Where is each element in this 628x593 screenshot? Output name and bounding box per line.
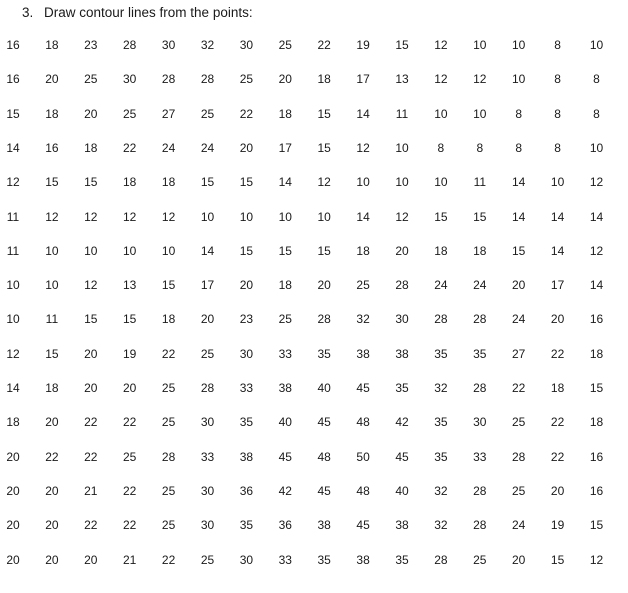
elevation-value: 8 bbox=[437, 140, 445, 155]
elevation-value: 14 bbox=[278, 175, 292, 190]
elevation-value: 45 bbox=[356, 381, 370, 395]
elevation-value: 12 bbox=[6, 175, 20, 190]
elevation-value: 14 bbox=[589, 278, 604, 293]
elevation-value: 10 bbox=[161, 243, 176, 258]
elevation-value: 35 bbox=[395, 552, 409, 567]
grid-row bbox=[0, 515, 628, 535]
elevation-value: 12 bbox=[84, 209, 98, 224]
elevation-value: 22 bbox=[317, 38, 331, 52]
elevation-value: 12 bbox=[473, 72, 487, 87]
elevation-value: 10 bbox=[473, 106, 487, 121]
elevation-value: 8 bbox=[554, 140, 561, 155]
elevation-value: 14 bbox=[589, 209, 604, 224]
elevation-value: 11 bbox=[6, 209, 20, 224]
elevation-value: 13 bbox=[395, 72, 409, 87]
elevation-value: 18 bbox=[473, 243, 487, 258]
grid-row bbox=[0, 207, 628, 227]
elevation-value: 33 bbox=[200, 449, 215, 464]
elevation-value: 10 bbox=[84, 243, 98, 258]
elevation-value: 35 bbox=[434, 449, 448, 464]
elevation-value: 16 bbox=[6, 72, 20, 87]
elevation-value: 28 bbox=[434, 312, 448, 327]
elevation-value: 15 bbox=[395, 38, 409, 52]
elevation-value: 32 bbox=[434, 518, 448, 533]
elevation-value: 35 bbox=[395, 381, 409, 395]
elevation-value: 15 bbox=[239, 243, 254, 258]
elevation-value: 10 bbox=[589, 140, 604, 155]
elevation-value: 12 bbox=[6, 346, 20, 361]
grid-row bbox=[0, 378, 628, 398]
elevation-value: 27 bbox=[512, 346, 526, 361]
elevation-value: 18 bbox=[317, 72, 331, 87]
elevation-value: 33 bbox=[278, 346, 292, 361]
elevation-value: 14 bbox=[200, 243, 215, 258]
elevation-value: 28 bbox=[473, 312, 487, 327]
elevation-value: 45 bbox=[317, 483, 331, 498]
elevation-value: 20 bbox=[317, 278, 331, 293]
elevation-value: 25 bbox=[239, 72, 254, 87]
elevation-value: 20 bbox=[6, 518, 20, 533]
elevation-value: 24 bbox=[161, 140, 176, 155]
elevation-value: 18 bbox=[84, 140, 98, 155]
elevation-value: 16 bbox=[589, 312, 604, 327]
elevation-value: 20 bbox=[278, 72, 292, 87]
elevation-value: 28 bbox=[200, 381, 215, 395]
elevation-value: 38 bbox=[239, 449, 254, 464]
elevation-value: 15 bbox=[434, 209, 448, 224]
elevation-value: 10 bbox=[200, 209, 215, 224]
elevation-value: 8 bbox=[515, 106, 523, 121]
elevation-value: 20 bbox=[6, 449, 20, 464]
elevation-value: 38 bbox=[395, 346, 409, 361]
elevation-value: 10 bbox=[550, 175, 565, 190]
elevation-value: 20 bbox=[512, 552, 526, 567]
elevation-value: 45 bbox=[395, 449, 409, 464]
elevation-value: 40 bbox=[317, 381, 331, 395]
grid-row bbox=[0, 104, 628, 124]
elevation-value: 30 bbox=[239, 552, 254, 567]
elevation-value: 30 bbox=[395, 312, 409, 327]
elevation-value: 15 bbox=[317, 243, 331, 258]
elevation-value: 12 bbox=[589, 175, 604, 190]
elevation-value: 14 bbox=[6, 140, 20, 155]
grid-row bbox=[0, 412, 628, 432]
elevation-value: 45 bbox=[356, 518, 370, 533]
elevation-value: 24 bbox=[473, 278, 487, 293]
elevation-value: 25 bbox=[84, 72, 98, 87]
elevation-value: 35 bbox=[239, 518, 254, 533]
elevation-value: 28 bbox=[200, 72, 215, 87]
elevation-value: 17 bbox=[278, 140, 292, 155]
elevation-value: 10 bbox=[317, 209, 331, 224]
elevation-value: 16 bbox=[589, 449, 604, 464]
elevation-value: 16 bbox=[45, 140, 59, 155]
grid-row bbox=[0, 550, 628, 570]
elevation-value: 32 bbox=[434, 381, 448, 395]
elevation-value: 10 bbox=[434, 106, 448, 121]
elevation-value: 42 bbox=[278, 483, 292, 498]
elevation-value: 28 bbox=[473, 518, 487, 533]
elevation-value: 25 bbox=[161, 518, 176, 533]
elevation-value: 22 bbox=[84, 415, 98, 430]
elevation-value: 18 bbox=[161, 175, 176, 190]
elevation-value: 12 bbox=[434, 38, 448, 52]
elevation-value: 35 bbox=[317, 346, 331, 361]
elevation-value: 10 bbox=[45, 243, 59, 258]
elevation-value: 22 bbox=[123, 415, 137, 430]
elevation-value: 20 bbox=[45, 72, 59, 87]
elevation-value: 24 bbox=[434, 278, 448, 293]
elevation-value: 35 bbox=[317, 552, 331, 567]
elevation-value: 12 bbox=[589, 243, 604, 258]
elevation-value: 27 bbox=[161, 106, 176, 121]
elevation-value: 36 bbox=[239, 483, 254, 498]
elevation-value: 22 bbox=[123, 518, 137, 533]
elevation-value: 38 bbox=[395, 518, 409, 533]
elevation-value: 15 bbox=[239, 175, 254, 190]
grid-row bbox=[0, 69, 628, 89]
elevation-value: 32 bbox=[200, 38, 215, 52]
elevation-value: 15 bbox=[123, 312, 137, 327]
elevation-value: 20 bbox=[45, 415, 59, 430]
elevation-value: 20 bbox=[6, 483, 20, 498]
elevation-value: 30 bbox=[239, 346, 254, 361]
elevation-value: 22 bbox=[239, 106, 254, 121]
elevation-value: 23 bbox=[84, 38, 98, 52]
elevation-value: 15 bbox=[45, 175, 59, 190]
elevation-value: 13 bbox=[123, 278, 137, 293]
elevation-value: 18 bbox=[278, 278, 292, 293]
elevation-value: 20 bbox=[200, 312, 215, 327]
elevation-value: 25 bbox=[123, 449, 137, 464]
elevation-value: 22 bbox=[84, 518, 98, 533]
elevation-value: 45 bbox=[317, 415, 331, 430]
elevation-value: 18 bbox=[589, 346, 604, 361]
elevation-value: 15 bbox=[550, 552, 565, 567]
grid-row bbox=[0, 481, 628, 501]
elevation-value: 15 bbox=[45, 346, 59, 361]
elevation-value: 10 bbox=[512, 72, 526, 87]
elevation-value: 28 bbox=[161, 72, 176, 87]
elevation-value: 15 bbox=[84, 175, 98, 190]
elevation-value: 15 bbox=[84, 312, 98, 327]
elevation-value: 20 bbox=[84, 552, 98, 567]
elevation-value: 19 bbox=[123, 346, 137, 361]
elevation-value: 38 bbox=[356, 552, 370, 567]
elevation-value: 22 bbox=[550, 415, 565, 430]
elevation-value: 14 bbox=[550, 243, 565, 258]
elevation-value: 28 bbox=[512, 449, 526, 464]
elevation-value: 12 bbox=[84, 278, 98, 293]
elevation-value: 12 bbox=[317, 175, 331, 190]
elevation-value: 17 bbox=[356, 72, 370, 87]
elevation-value: 28 bbox=[123, 38, 137, 52]
grid-row bbox=[0, 344, 628, 364]
elevation-value: 15 bbox=[473, 209, 487, 224]
elevation-value: 24 bbox=[512, 312, 526, 327]
elevation-value: 22 bbox=[84, 449, 98, 464]
elevation-value: 10 bbox=[512, 38, 526, 52]
elevation-value: 32 bbox=[434, 483, 448, 498]
elevation-value: 22 bbox=[161, 552, 176, 567]
elevation-value: 25 bbox=[200, 346, 215, 361]
elevation-value: 16 bbox=[6, 38, 20, 52]
elevation-value: 25 bbox=[161, 483, 176, 498]
elevation-value: 8 bbox=[476, 140, 484, 155]
elevation-value: 24 bbox=[512, 518, 526, 533]
elevation-value: 10 bbox=[434, 175, 448, 190]
elevation-value: 23 bbox=[239, 312, 254, 327]
elevation-value: 10 bbox=[6, 312, 20, 327]
grid-row bbox=[0, 275, 628, 295]
elevation-value: 11 bbox=[45, 312, 59, 327]
elevation-value: 24 bbox=[200, 140, 215, 155]
elevation-value: 17 bbox=[550, 278, 565, 293]
elevation-value: 21 bbox=[123, 552, 137, 567]
elevation-value: 42 bbox=[395, 415, 409, 430]
elevation-value: 17 bbox=[200, 278, 215, 293]
elevation-value: 22 bbox=[550, 346, 565, 361]
elevation-value: 15 bbox=[278, 243, 292, 258]
elevation-value: 20 bbox=[550, 483, 565, 498]
elevation-value: 14 bbox=[512, 175, 526, 190]
elevation-value: 18 bbox=[45, 106, 59, 121]
elevation-value: 40 bbox=[395, 483, 409, 498]
elevation-value: 21 bbox=[84, 483, 98, 498]
elevation-value: 18 bbox=[161, 312, 176, 327]
elevation-value: 48 bbox=[356, 483, 370, 498]
elevation-value: 28 bbox=[395, 278, 409, 293]
grid-row bbox=[0, 309, 628, 329]
elevation-value: 10 bbox=[45, 278, 59, 293]
elevation-value: 8 bbox=[554, 72, 561, 87]
elevation-value: 10 bbox=[239, 209, 254, 224]
elevation-value: 20 bbox=[45, 552, 59, 567]
elevation-value: 15 bbox=[589, 381, 604, 395]
grid-row bbox=[0, 241, 628, 261]
elevation-value: 25 bbox=[200, 106, 215, 121]
elevation-value: 15 bbox=[317, 106, 331, 121]
elevation-value: 18 bbox=[434, 243, 448, 258]
elevation-value: 25 bbox=[473, 552, 487, 567]
elevation-value: 8 bbox=[593, 72, 600, 87]
elevation-value: 28 bbox=[473, 483, 487, 498]
elevation-value: 25 bbox=[123, 106, 137, 121]
elevation-value: 35 bbox=[434, 346, 448, 361]
elevation-value: 18 bbox=[278, 106, 292, 121]
elevation-value: 25 bbox=[512, 483, 526, 498]
elevation-value: 20 bbox=[395, 243, 409, 258]
elevation-value: 33 bbox=[278, 552, 292, 567]
elevation-value: 12 bbox=[434, 72, 448, 87]
elevation-value: 38 bbox=[356, 346, 370, 361]
elevation-value: 22 bbox=[123, 483, 137, 498]
elevation-value: 48 bbox=[356, 415, 370, 430]
elevation-value: 38 bbox=[317, 518, 331, 533]
elevation-value: 12 bbox=[161, 209, 176, 224]
elevation-value: 15 bbox=[6, 106, 20, 121]
elevation-value: 36 bbox=[278, 518, 292, 533]
elevation-value: 25 bbox=[161, 381, 176, 395]
elevation-value: 20 bbox=[123, 381, 137, 395]
elevation-value: 22 bbox=[161, 346, 176, 361]
elevation-value: 14 bbox=[550, 209, 565, 224]
elevation-value: 14 bbox=[6, 381, 20, 395]
elevation-value: 10 bbox=[473, 38, 487, 52]
grid-row bbox=[0, 447, 628, 467]
elevation-value: 25 bbox=[200, 552, 215, 567]
elevation-value: 33 bbox=[473, 449, 487, 464]
elevation-value: 10 bbox=[589, 38, 604, 52]
elevation-value: 10 bbox=[356, 175, 370, 190]
elevation-value: 18 bbox=[589, 415, 604, 430]
elevation-value: 20 bbox=[550, 312, 565, 327]
elevation-value: 35 bbox=[473, 346, 487, 361]
elevation-value: 28 bbox=[434, 552, 448, 567]
elevation-value: 40 bbox=[278, 415, 292, 430]
elevation-value: 18 bbox=[356, 243, 370, 258]
elevation-value: 12 bbox=[123, 209, 137, 224]
elevation-value: 30 bbox=[123, 72, 137, 87]
elevation-value: 10 bbox=[395, 175, 409, 190]
grid-row bbox=[0, 35, 628, 55]
elevation-value: 19 bbox=[356, 38, 370, 52]
elevation-value: 11 bbox=[6, 243, 20, 258]
elevation-value: 20 bbox=[45, 518, 59, 533]
elevation-value: 15 bbox=[200, 175, 215, 190]
question-text: Draw contour lines from the points: bbox=[44, 5, 253, 20]
elevation-value: 15 bbox=[589, 518, 604, 533]
elevation-value: 30 bbox=[239, 38, 254, 52]
elevation-value: 14 bbox=[356, 209, 370, 224]
elevation-value: 14 bbox=[356, 106, 370, 121]
elevation-value: 18 bbox=[550, 381, 565, 395]
elevation-value: 30 bbox=[473, 415, 487, 430]
elevation-value: 12 bbox=[356, 140, 370, 155]
elevation-value: 35 bbox=[239, 415, 254, 430]
elevation-value: 19 bbox=[550, 518, 565, 533]
elevation-value: 20 bbox=[84, 381, 98, 395]
elevation-value: 18 bbox=[45, 381, 59, 395]
elevation-value: 8 bbox=[554, 38, 561, 52]
elevation-value: 20 bbox=[239, 278, 254, 293]
elevation-value: 20 bbox=[45, 483, 59, 498]
elevation-value: 25 bbox=[512, 415, 526, 430]
elevation-value: 10 bbox=[123, 243, 137, 258]
elevation-value: 8 bbox=[593, 106, 600, 121]
elevation-value: 20 bbox=[6, 552, 20, 567]
elevation-value: 30 bbox=[200, 518, 215, 533]
elevation-value: 25 bbox=[161, 415, 176, 430]
elevation-value: 25 bbox=[278, 312, 292, 327]
elevation-value: 22 bbox=[45, 449, 59, 464]
elevation-value: 10 bbox=[395, 140, 409, 155]
elevation-value: 35 bbox=[434, 415, 448, 430]
elevation-value: 45 bbox=[278, 449, 292, 464]
elevation-value: 48 bbox=[317, 449, 331, 464]
elevation-value: 30 bbox=[161, 38, 176, 52]
elevation-value: 28 bbox=[317, 312, 331, 327]
grid-row bbox=[0, 138, 628, 158]
grid-row bbox=[0, 172, 628, 192]
elevation-value: 12 bbox=[45, 209, 59, 224]
elevation-value: 20 bbox=[239, 140, 254, 155]
elevation-value: 28 bbox=[161, 449, 176, 464]
elevation-value: 38 bbox=[278, 381, 292, 395]
elevation-value: 8 bbox=[515, 140, 523, 155]
elevation-value: 30 bbox=[200, 415, 215, 430]
elevation-value: 33 bbox=[239, 381, 254, 395]
elevation-value: 11 bbox=[473, 175, 487, 190]
elevation-value: 10 bbox=[6, 278, 20, 293]
elevation-value: 16 bbox=[589, 483, 604, 498]
elevation-value: 18 bbox=[45, 38, 59, 52]
elevation-value: 14 bbox=[512, 209, 526, 224]
elevation-value: 15 bbox=[317, 140, 331, 155]
elevation-value: 25 bbox=[278, 38, 292, 52]
elevation-value: 8 bbox=[554, 106, 561, 121]
elevation-value: 11 bbox=[395, 106, 409, 121]
elevation-value: 22 bbox=[123, 140, 137, 155]
elevation-value: 15 bbox=[512, 243, 526, 258]
elevation-value: 22 bbox=[512, 381, 526, 395]
elevation-value: 20 bbox=[84, 346, 98, 361]
elevation-value: 32 bbox=[356, 312, 370, 327]
elevation-value: 30 bbox=[200, 483, 215, 498]
elevation-value: 10 bbox=[278, 209, 292, 224]
elevation-value: 25 bbox=[356, 278, 370, 293]
elevation-value: 50 bbox=[356, 449, 370, 464]
elevation-value: 20 bbox=[512, 278, 526, 293]
elevation-value: 20 bbox=[84, 106, 98, 121]
elevation-value: 15 bbox=[161, 278, 176, 293]
elevation-value: 18 bbox=[123, 175, 137, 190]
elevation-value: 28 bbox=[473, 381, 487, 395]
elevation-value: 12 bbox=[395, 209, 409, 224]
elevation-value: 22 bbox=[550, 449, 565, 464]
elevation-value: 12 bbox=[589, 552, 604, 567]
question-number: 3. bbox=[22, 5, 34, 20]
elevation-value: 18 bbox=[6, 415, 20, 430]
